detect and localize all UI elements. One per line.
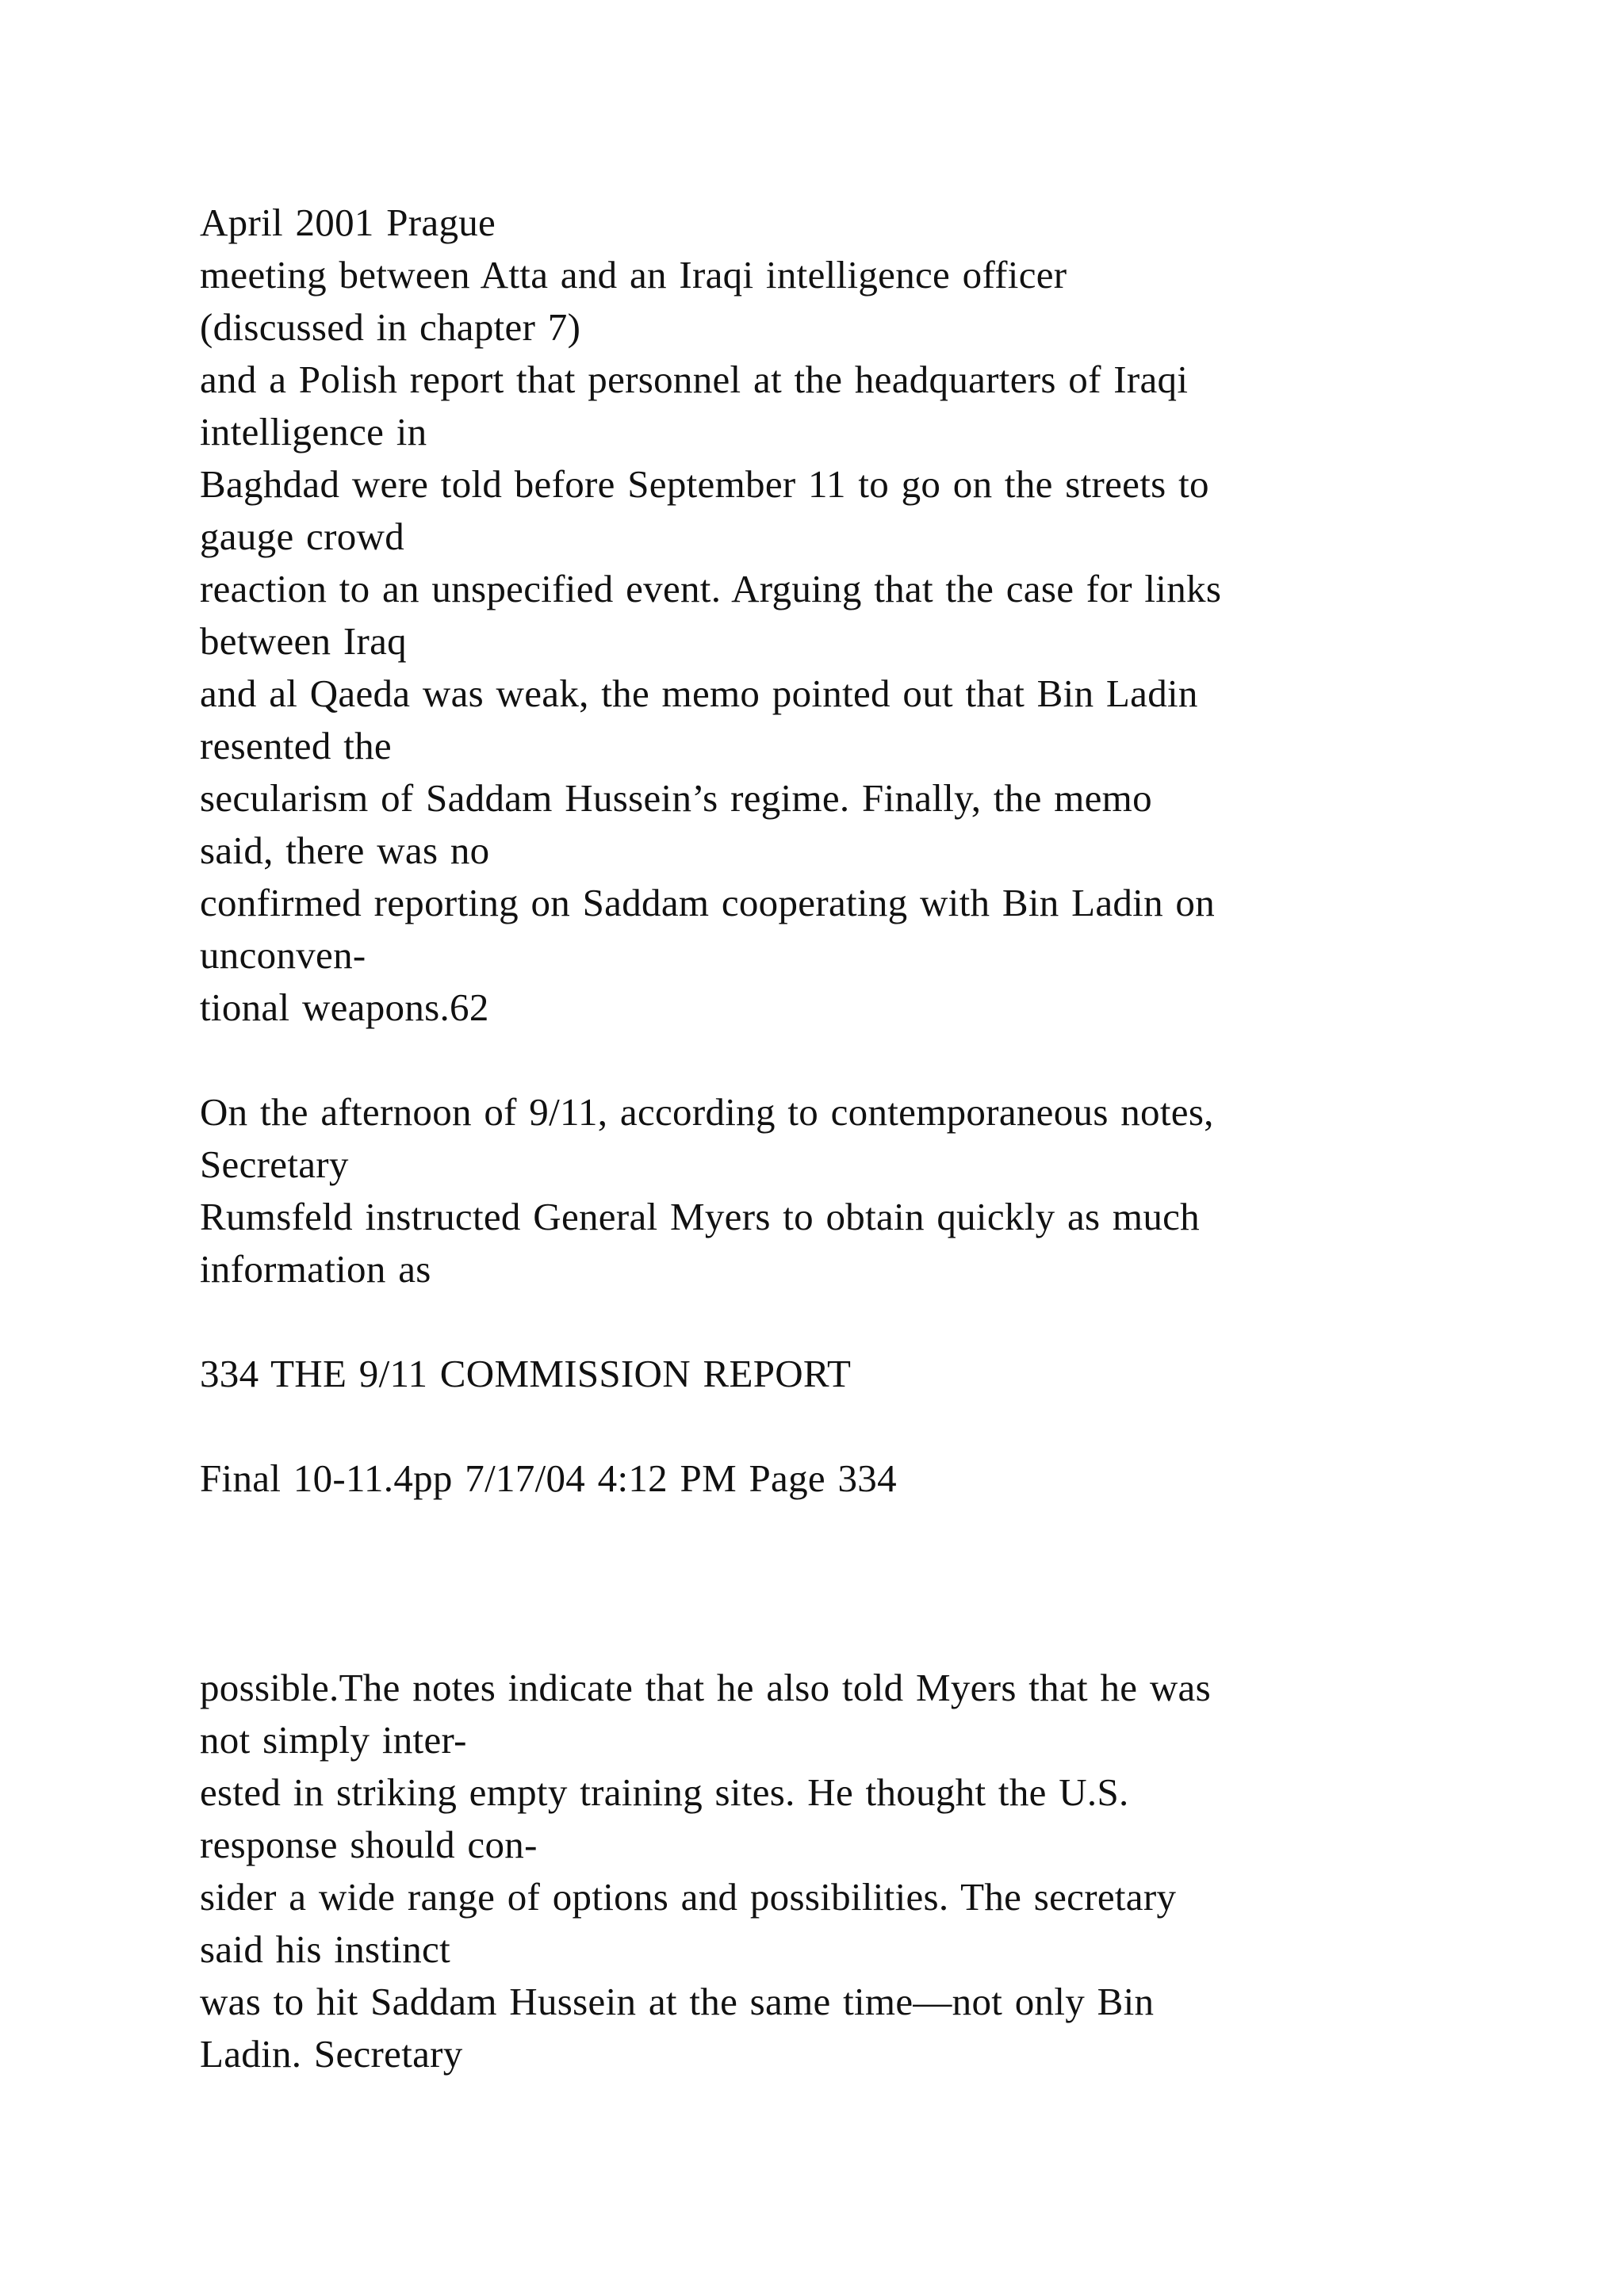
text-line: between Iraq (200, 619, 407, 663)
text-line: On the afternoon of 9/11, according to contemporaneous notes, (200, 1090, 1214, 1134)
text-line: Secretary (200, 1142, 349, 1186)
text-line: resented the (200, 724, 392, 767)
text-line: Ladin. Secretary (200, 2032, 463, 2076)
text-line: (discussed in chapter 7) (200, 305, 581, 349)
text-line: and a Polish report that personnel at the headquarters of Iraqi (200, 358, 1189, 401)
text-line: Baghdad were told before September 11 to go on the streets to (200, 462, 1209, 506)
text-line: response should con- (200, 1823, 538, 1866)
text-line: Rumsfeld instructed General Myers to obtain quickly as much (200, 1195, 1200, 1238)
page-footer-title: 334 THE 9/11 COMMISSION REPORT (200, 1352, 852, 1395)
text-line: tional weapons.62 (200, 985, 489, 1029)
text-line: ested in striking empty training sites. He thought the U.S. (200, 1770, 1129, 1814)
text-line: information as (200, 1247, 431, 1291)
text-line: unconven- (200, 933, 366, 977)
text-line: April 2001 Prague (200, 201, 496, 244)
text-line: sider a wide range of options and possibilities. The secretary (200, 1875, 1177, 1919)
text-line: gauge crowd (200, 515, 404, 558)
text-line: said, there was no (200, 828, 490, 872)
text-line: secularism of Saddam Hussein’s regime. Finally, the memo (200, 776, 1152, 820)
text-line: possible.The notes indicate that he also told Myers that he was (200, 1666, 1211, 1709)
text-line: intelligence in (200, 410, 427, 453)
text-line: confirmed reporting on Saddam cooperating with Bin Ladin on (200, 881, 1216, 924)
text-line: reaction to an unspecified event. Arguing that the case for links (200, 567, 1222, 610)
print-slug: Final 10-11.4pp 7/17/04 4:12 PM Page 334 (200, 1456, 897, 1500)
text-line: was to hit Saddam Hussein at the same time—not only Bin (200, 1980, 1155, 2023)
text-line: meeting between Atta and an Iraqi intelligence officer (200, 253, 1067, 297)
text-line: and al Qaeda was weak, the memo pointed out that Bin Ladin (200, 672, 1198, 715)
text-line: said his instinct (200, 1927, 450, 1971)
text-line: not simply inter- (200, 1718, 467, 1762)
